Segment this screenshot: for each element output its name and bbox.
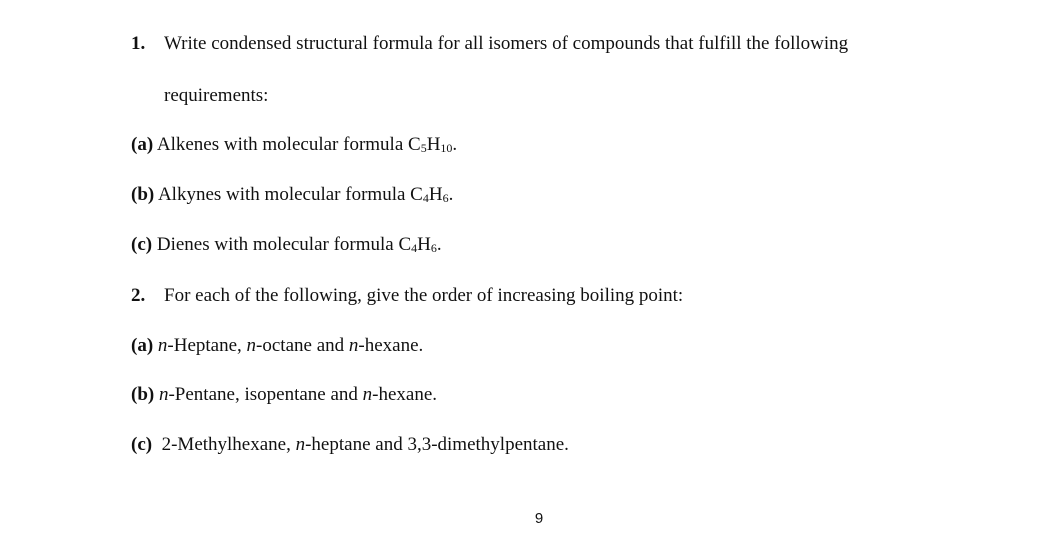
item-label: (c) [131,234,153,255]
item-text: Dienes with molecular formula C [156,234,412,255]
question-text: requirements: [164,85,269,106]
italic-n: n [158,384,169,405]
item-text-h: H [417,234,431,255]
question-1a [131,133,457,157]
question-1c [131,233,442,257]
question-text: Write condensed structural formula for all isomers of compounds that fulfill the following [164,33,849,54]
question-1-continuation [164,84,268,108]
page-number: 9 [534,510,544,527]
italic-n: n [157,335,168,356]
italic-n: n [348,335,359,356]
item-label: (b) [131,184,155,205]
item-text: -Pentane, isopentane and [168,384,363,405]
item-text: -octane and [256,335,349,356]
item-text-h: H [426,134,441,155]
italic-n: n [246,335,257,356]
item-label: (a) [131,134,154,155]
question-number: 1. [131,33,146,54]
question-2b [131,383,437,407]
question-2 [131,284,683,308]
item-text: Alkynes with molecular formula C [157,184,423,205]
item-text: 2-Methylhexane, [161,434,296,455]
item-text-end: . [436,234,442,255]
subscript: 10 [440,141,453,155]
italic-n: n [362,384,373,405]
subscript: 4 [411,241,418,255]
question-text: For each of the following, give the order of increasing boiling point: [164,285,684,306]
item-text: -hexane. [358,335,424,356]
question-1b [131,183,453,207]
item-text: Alkenes with molecular formula C [156,134,421,155]
subscript: 5 [420,141,427,155]
question-2c [131,433,569,457]
item-text-h: H [428,184,443,205]
subscript: 4 [422,191,429,205]
item-text-end: . [452,134,458,155]
item-text: -heptane and 3,3-dimethylpentane. [305,434,569,455]
item-label: (b) [131,384,155,405]
question-2a [131,334,423,358]
item-label: (c) [131,434,153,455]
question-number: 2. [131,285,146,306]
item-label: (a) [131,335,154,356]
question-1 [131,32,848,56]
item-text: -Heptane, [167,335,247,356]
subscript: 6 [430,241,437,255]
italic-n: n [295,434,306,455]
item-text-end: . [448,184,454,205]
subscript: 6 [442,191,449,205]
item-text: -hexane. [372,384,438,405]
